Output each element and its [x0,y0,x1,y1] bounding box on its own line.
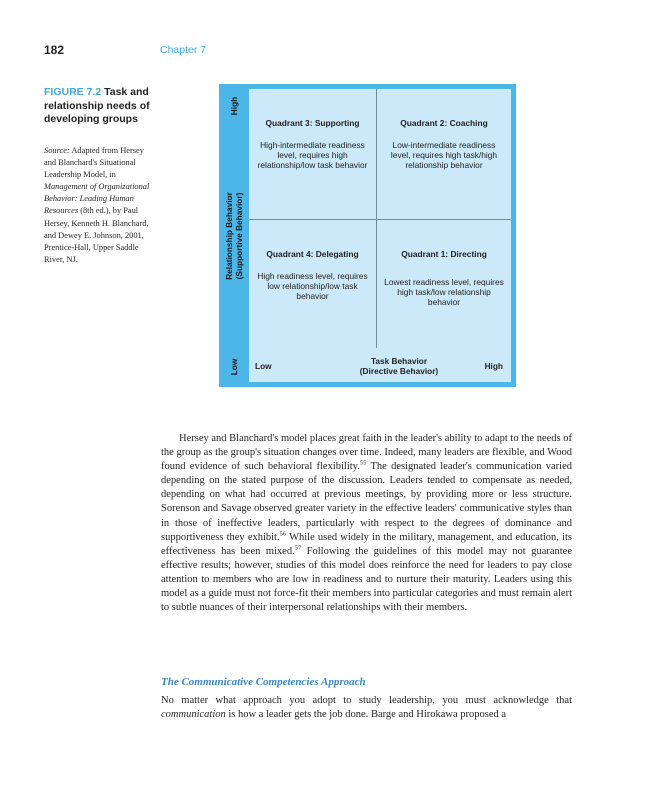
para2-emphasis: communication [161,709,226,721]
para1-part-b: The designated leader's communication varied depending on the stated purpose of the discussion. Leaders tended to compensate as needed, depending on what had occurred at previous meetings, by providing more or less structure. Sorenson and Savage observed greater variety in the effective leaders' communicative styles than in those of ineffective leaders, particularly with respect to the degrees of dominance and supportiveness they exhibit. [161,461,572,543]
quadrant-title: Quadrant 1: Directing [401,249,487,259]
footnote-ref-55[interactable]: 55 [359,459,367,467]
quadrant-2-coaching [377,89,511,220]
y-axis-title-line2: (Supportive Behavior) [234,192,244,280]
source-label: Source: [44,146,70,155]
para2-part-b: is how a leader gets the job done. Barge and Hirokawa proposed a [225,709,507,721]
x-axis [249,348,511,382]
x-axis-title-line1: Task Behavior [370,356,428,366]
chapter-title: Chapter 7 [160,44,207,56]
figure-title: Task and relationship needs of developing groups [44,86,150,125]
leadership-quadrant-figure [219,84,516,387]
y-axis-low-label: Low [229,358,239,376]
source-details: (8th ed.), by Paul Hersey, Kenneth H. Blanchard, and Dewey E. Johnson, 2001, Prentice-Hall, Upper Saddle River, NJ. [44,206,149,264]
quadrant-description: Low-intermediate readiness level, requires high task/high relationship behavior [390,140,498,171]
quadrant-title: Quadrant 2: Coaching [400,118,488,128]
para1-part-a: Hersey and Blanchard's model places great faith in the leader's ability to adapt to the needs of the group as the group's situation changes over time. Indeed, many leaders are flexible, and Wood found evidence of such behavioral flexibility. [161,433,572,473]
quadrant-4-delegating [249,220,377,348]
x-axis-high-label: High [484,361,503,371]
x-axis-low-label: Low [255,361,272,371]
y-axis-high-label: High [229,96,239,116]
y-axis-title-line1: Relationship Behavior [224,192,234,280]
para2-part-a: No matter what approach you adopt to study leadership, you must acknowledge that [161,695,572,706]
quadrant-description: High-intermediate readiness level, requires high relationship/low task behavior [257,140,368,171]
quadrant-3-supporting [249,89,377,220]
quadrant-1-directing [377,220,511,348]
para1-part-d: Following the guidelines of this model may not guarantee effective results; however, studies of this model does reinforce the need for leaders to pay close attention to members who are low in readiness and to nurture their maturity. Leaders using this model as a guide must not force-fit their members into particular categories and must remain alert to subtle nuances of their interpersonal relationships with their members. [161,545,572,614]
quadrant-title: Quadrant 3: Supporting [265,118,360,128]
body-paragraph-2 [161,694,572,722]
page-number: 182 [44,43,65,57]
quadrant-title: Quadrant 4: Delegating [266,249,359,259]
body-paragraph-1 [161,432,572,615]
y-axis-title [224,192,244,280]
footnote-ref-56[interactable]: 56 [279,530,287,538]
quadrant-grid [249,89,511,382]
source-book: Management of Organizational Behavior: Leading Human Resources [44,182,150,216]
x-axis-title-line2: (Directive Behavior) [359,366,439,376]
figure-source [44,145,154,266]
footnote-ref-57[interactable]: 57 [294,544,302,552]
quadrant-description: Lowest readiness level, requires high task/low relationship behavior [384,277,504,308]
x-axis-title [359,356,439,376]
figure-number: FIGURE 7.2 [44,86,102,98]
source-text: Adapted from Hersey and Blanchard's Situational Leadership Model, in [44,146,144,180]
section-heading: The Communicative Competencies Approach [161,676,366,688]
quadrant-description: High readiness level, requires low relationship/low task behavior [257,271,368,302]
para1-part-c: While used widely in the military, management, and education, its effectiveness has been mixed. [161,531,572,557]
figure-caption [44,86,152,127]
